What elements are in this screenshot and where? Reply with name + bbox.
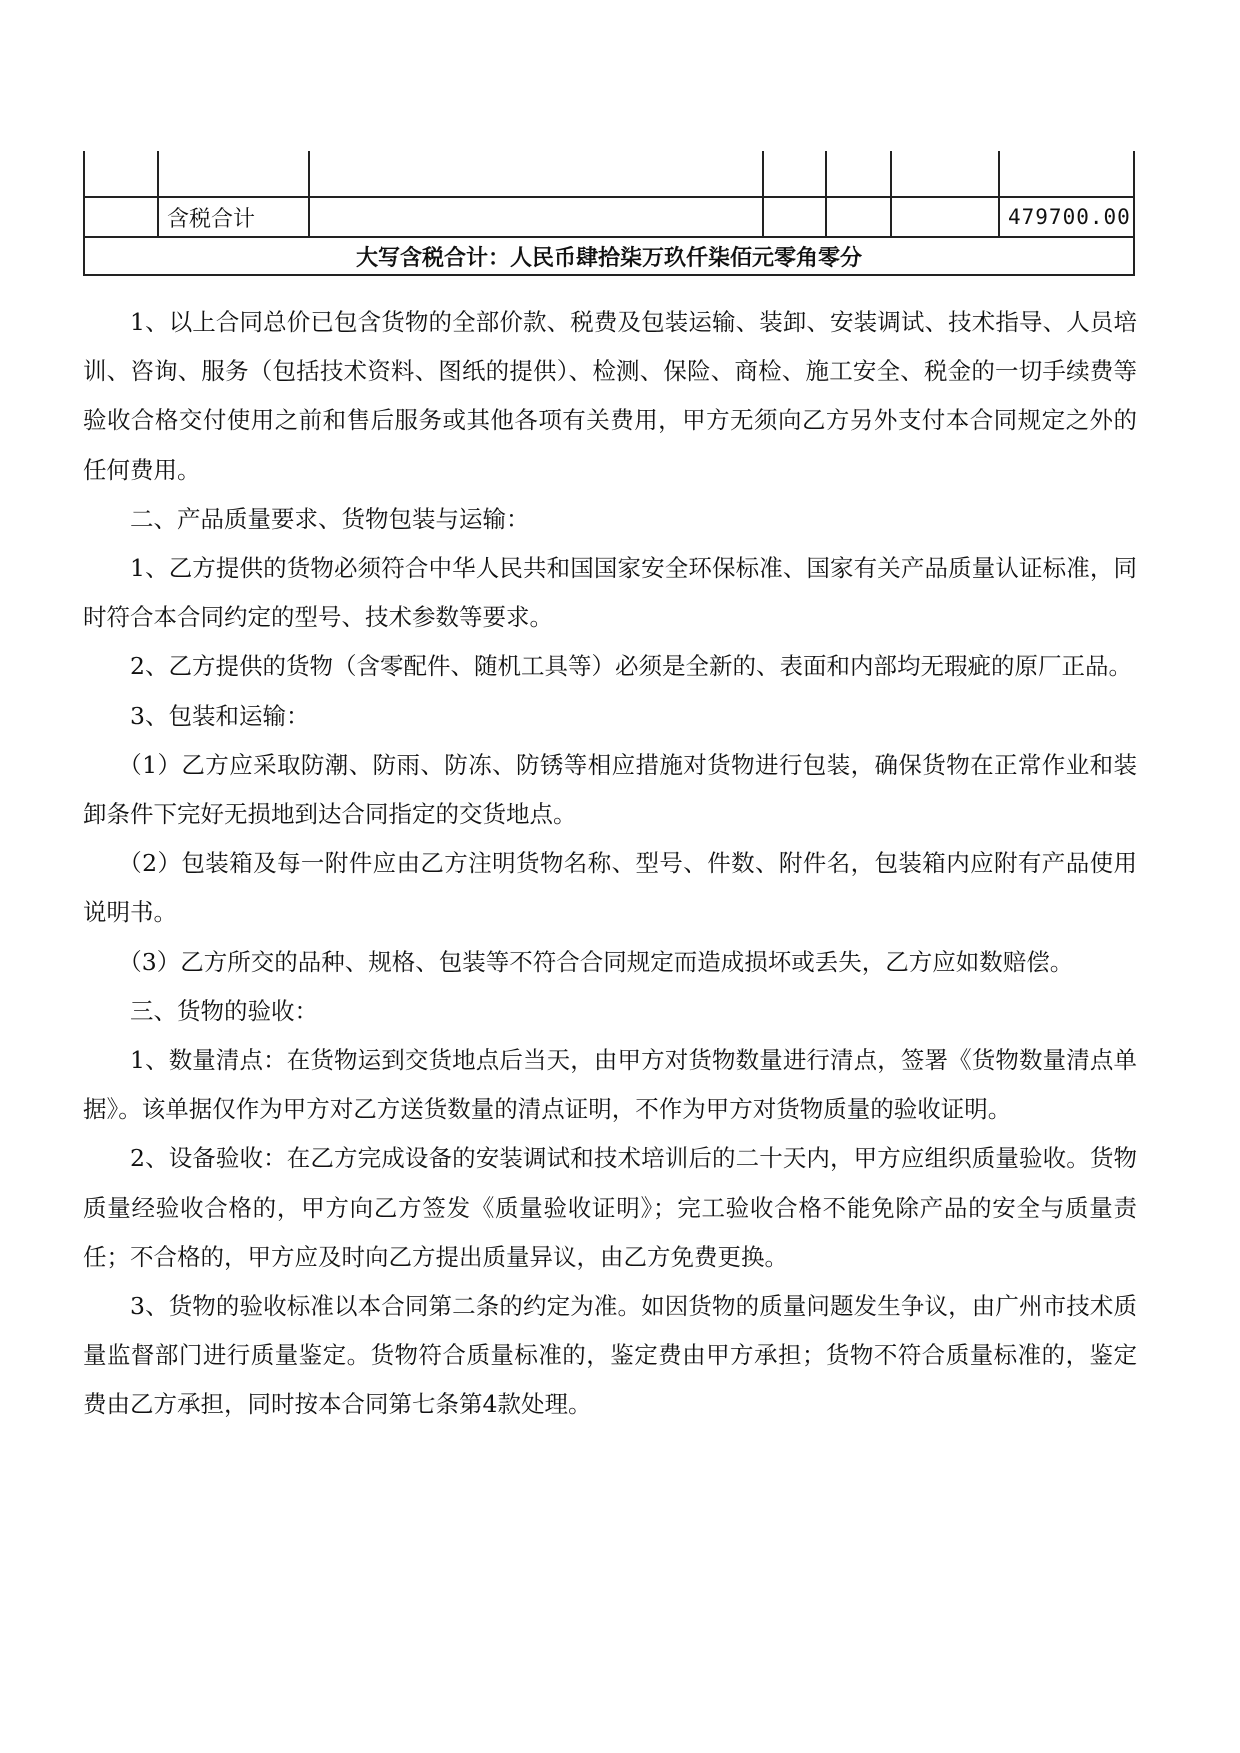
table-cell <box>826 151 891 197</box>
clause-paragraph: 1、乙方提供的货物必须符合中华人民共和国国家安全环保标准、国家有关产品质量认证标准，同时符合本合同约定的型号、技术参数等要求。 <box>83 554 1137 632</box>
subtotal-label: 含税合计 <box>158 197 309 237</box>
table-cell <box>891 151 999 197</box>
table-row <box>84 151 1134 197</box>
sub-clause-paragraph: （1）乙方应采取防潮、防雨、防冻、防锈等相应措施对货物进行包装，确保货物在正常作业和装卸条件下完好无损地到达合同指定的交货地点。 <box>83 750 1137 829</box>
sub-clause-paragraph: （2）包装箱及每一附件应由乙方注明货物名称、型号、件数、附件名，包装箱内应附有产品使用说明书。 <box>83 849 1137 927</box>
table-cell <box>826 197 891 237</box>
section-heading: 三、货物的验收： <box>130 996 318 1025</box>
table-cell <box>891 197 999 237</box>
table-cell <box>84 197 158 237</box>
total-row <box>84 237 1134 275</box>
price-table <box>83 151 1135 276</box>
clause-paragraph: 1、数量清点：在货物运到交货地点后当天，由甲方对货物数量进行清点，签署《货物数量清点单据》。该单据仅作为甲方对乙方送货数量的清点证明，不作为甲方对货物质量的验收证明。 <box>83 1046 1137 1124</box>
sub-clause-paragraph: （3）乙方所交的品种、规格、包装等不符合合同规定而造成损坏或丢失，乙方应如数赔偿。 <box>118 947 1074 976</box>
total-in-words: 大写含税合计：人民币肆拾柒万玖仟柒佰元零角零分 <box>84 237 1134 275</box>
clause-paragraph: 3、货物的验收标准以本合同第二条的约定为准。如因货物的质量问题发生争议，由广州市技术质量监督部门进行质量鉴定。货物符合质量标准的，鉴定费由甲方承担；货物不符合质量标准的，鉴定费由乙方承担，同时按本合同第七条第4款处理。 <box>83 1292 1137 1419</box>
table-cell <box>763 151 826 197</box>
section-heading: 二、产品质量要求、货物包装与运输： <box>130 504 530 533</box>
subtotal-amount: 479700.00 <box>999 197 1134 237</box>
table-cell <box>158 151 309 197</box>
clause-paragraph: 2、设备验收：在乙方完成设备的安装调试和技术培训后的二十天内，甲方应组织质量验收。货物质量经验收合格的，甲方向乙方签发《质量验收证明》；完工验收合格不能免除产品的安全与质量责任；不合格的，甲方应及时向乙方提出质量异议，由乙方免费更换。 <box>83 1144 1137 1271</box>
clause-paragraph: 1、以上合同总价已包含货物的全部价款、税费及包装运输、装卸、安装调试、技术指导、人员培训、咨询、服务（包括技术资料、图纸的提供）、检测、保险、商检、施工安全、税金的一切手续费等验收合格交付使用之前和售后服务或其他各项有关费用，甲方无须向乙方另外支付本合同规定之外的任何费用。 <box>83 308 1137 484</box>
table-cell <box>309 151 763 197</box>
table-cell <box>309 197 763 237</box>
subtotal-row <box>84 197 1134 237</box>
clause-paragraph: 3、包装和运输： <box>130 701 310 730</box>
table-cell <box>84 151 158 197</box>
table-cell <box>999 151 1134 197</box>
clause-paragraph: 2、乙方提供的货物（含零配件、随机工具等）必须是全新的、表面和内部均无瑕疵的原厂正品。 <box>130 652 1132 681</box>
contract-body <box>83 298 1137 1430</box>
table-cell <box>763 197 826 237</box>
